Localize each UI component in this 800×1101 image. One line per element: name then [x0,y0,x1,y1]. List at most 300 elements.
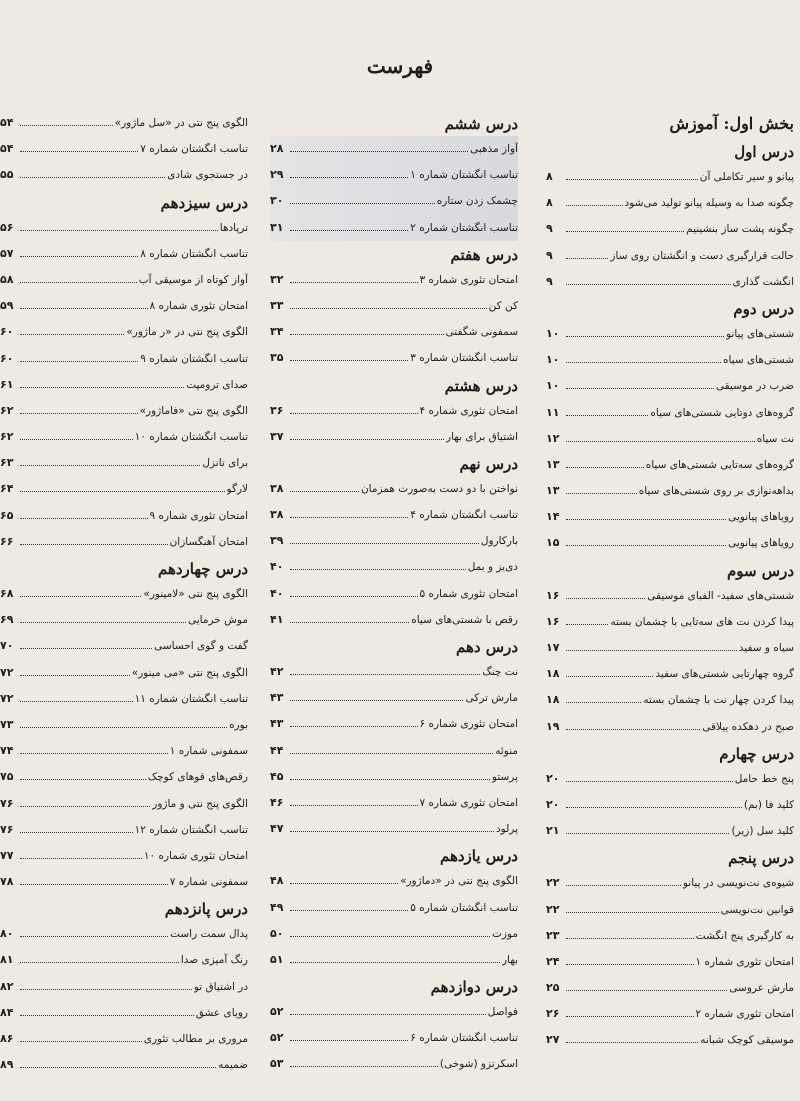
toc-leader-dots [20,850,142,859]
toc-entry-page: ۷۰ [0,639,14,653]
toc-entry-page: ۴۷ [270,822,284,836]
toc-entry[interactable] [0,372,248,398]
toc-leader-dots [290,797,418,806]
toc-leader-dots [20,222,218,231]
toc-entry[interactable] [270,816,518,842]
toc-entry[interactable] [0,843,248,869]
toc-entry[interactable] [546,661,794,687]
toc-leader-dots [566,590,645,599]
toc-leader-dots [566,459,644,468]
toc-leader-dots [20,353,138,362]
toc-entry-title: تناسب انگشتان شماره ۱۲ [134,823,248,836]
toc-entry-title: لارگو [226,483,248,496]
toc-entry[interactable] [0,503,248,529]
toc-leader-dots [20,510,148,519]
toc-entry-page: ۱۵ [546,536,560,550]
toc-entry-page: ۵۴ [0,142,14,156]
toc-entry-title: مارش ترکی [465,692,518,705]
toc-leader-dots [566,904,719,913]
toc-entry-title: آواز مذهبی [470,143,518,155]
lesson-heading: درس دوازدهم [430,978,518,997]
toc-entry[interactable] [0,136,248,162]
toc-entry-page: ۶۹ [0,613,14,627]
toc-entry[interactable] [270,162,518,188]
toc-entry-page: ۶۶ [0,534,14,548]
toc-leader-dots [566,930,694,939]
toc-entry[interactable] [270,947,518,973]
toc-entry[interactable] [270,502,518,528]
toc-entry-title: تناسب انگشتان شماره ۹ [140,352,248,365]
toc-entry-title: دی‌یز و بمل [467,561,518,574]
toc-entry-page: ۵۸ [0,272,14,286]
toc-entry[interactable] [546,818,794,844]
toc-entry[interactable] [0,869,248,895]
toc-entry[interactable] [0,215,248,241]
toc-entry[interactable] [270,764,518,790]
toc-entry[interactable] [0,764,248,790]
toc-leader-dots [290,692,463,701]
toc-entry[interactable] [0,319,248,345]
toc-entry[interactable] [270,895,518,921]
toc-entry[interactable] [270,188,518,214]
lesson-heading: درس چهارم [719,744,794,763]
toc-entry-title: تناسب انگشتان شماره ۲ [410,221,518,234]
toc-entry-page: ۵۲ [270,1005,284,1019]
toc-leader-dots [290,300,487,309]
toc-entry[interactable] [270,293,518,319]
toc-leader-dots [566,250,608,259]
toc-entry-title: ضرب در موسیقی [715,380,794,393]
toc-entry[interactable] [270,685,518,711]
toc-entry-page: ۵۳ [270,1057,284,1071]
toc-entry-title: مارش عروسی [729,982,794,995]
toc-entry-page: ۳۴ [270,325,284,339]
toc-entry-title: سمفونی شگفتی [445,326,518,339]
lesson-heading: درس پانزدهم [164,900,248,919]
toc-entry-page: ۶۲ [0,403,14,417]
toc-leader-dots [20,876,168,885]
toc-entry[interactable] [546,870,794,896]
toc-entry[interactable] [0,241,248,267]
toc-leader-dots [20,431,133,440]
toc-leader-dots [566,223,684,232]
toc-leader-dots [290,1006,486,1015]
toc-entry[interactable] [0,686,248,712]
toc-entry[interactable] [0,293,248,319]
toc-leader-dots [20,300,148,309]
toc-entry-page: ۹ [546,248,553,262]
toc-entry[interactable] [0,974,248,1000]
toc-entry-title: امتحان تئوری شماره ۲ [695,1008,794,1021]
toc-entry-title: بداهه‌نوازی بر روی شستی‌های سیاه [638,485,794,498]
toc-entry[interactable] [546,164,794,190]
toc-leader-dots [566,694,641,703]
toc-leader-dots [566,433,755,442]
toc-entry-page: ۵۱ [270,952,284,966]
toc-entry[interactable] [0,162,248,188]
toc-entry-title: سمفونی شماره ۷ [169,876,248,889]
toc-entry[interactable] [546,190,794,216]
toc-entry-title: الگوی پنج نتی «لامینور» [143,588,248,600]
toc-entry-page: ۳۷ [270,429,284,443]
toc-entry-page: ۴۲ [270,665,284,678]
toc-entry[interactable] [546,504,794,530]
lesson-heading: درس هفتم [450,245,518,264]
toc-leader-dots [20,798,150,807]
toc-entry[interactable] [270,738,518,764]
toc-leader-dots [20,117,113,126]
toc-leader-dots [290,666,480,675]
toc-leader-dots [290,771,490,780]
toc-entry[interactable] [270,607,518,633]
toc-entry-title: امتحان تئوری شماره ۷ [419,796,518,809]
toc-entry[interactable] [546,609,794,635]
toc-entry-title: تناسب انگشتان شماره ۱۱ [134,692,248,705]
toc-entry[interactable] [270,554,518,580]
toc-leader-dots [566,825,729,834]
toc-entry-title: بوره [229,718,248,731]
toc-entry[interactable] [270,345,518,371]
toc-entry-title: موزت [491,927,518,940]
toc-entry[interactable] [0,947,248,973]
toc-entry[interactable] [0,450,248,476]
toc-leader-dots [290,352,408,361]
toc-entry-title: پنج خط حامل [734,772,794,785]
toc-entry-title: اسکرتزو (شوخی) [439,1058,518,1071]
toc-entry-page: ۱۸ [546,667,560,681]
toc-entry[interactable] [270,581,518,607]
toc-entry-page: ۲۹ [270,168,284,182]
toc-entry-page: ۱۰ [546,326,560,340]
toc-leader-dots [20,405,138,414]
toc-entry[interactable] [0,110,248,136]
toc-entry-title: بهار [501,953,518,966]
toc-entry-page: ۹ [546,222,553,236]
toc-entry-title: گروه‌های سه‌تایی شستی‌های سیاه [645,458,794,471]
lesson-heading: درس چهاردهم [157,560,248,578]
toc-entry[interactable] [0,398,248,424]
toc-entry-title: رویاهای پیانویی [728,511,794,524]
toc-entry-title: پرلود [495,823,518,836]
toc-leader-dots [20,614,186,623]
toc-entry[interactable] [546,347,794,373]
toc-entry-title: تناسب انگشتان شماره ۷ [140,143,248,156]
toc-entry-title: تناسب انگشتان شماره ۶ [410,1032,518,1045]
toc-entry[interactable] [270,215,518,241]
toc-leader-dots [566,485,637,494]
toc-entry[interactable] [0,1052,248,1078]
toc-entry[interactable] [0,581,248,607]
toc-entry-title: تناسب انگشتان شماره ۱ [410,169,518,182]
toc-entry[interactable] [546,1027,794,1053]
toc-entry-page: ۷۳ [0,717,14,731]
toc-leader-dots [20,143,138,152]
toc-entry-title: پیدا کردن چهار نت با چشمان بسته [643,694,794,707]
toc-leader-dots [20,719,227,728]
toc-entry-title: الگوی پنج نتی «می مینور» [131,666,248,679]
toc-entry-page: ۵۴ [0,116,14,129]
toc-entry[interactable] [0,738,248,764]
toc-entry-title: امتحان تئوری شماره ۹ [149,509,248,522]
toc-entry-page: ۲۶ [546,1007,560,1021]
toc-entry-page: ۴۶ [270,795,284,809]
toc-leader-dots [20,274,137,283]
toc-leader-dots [566,380,714,389]
toc-leader-dots [566,407,648,416]
toc-entry[interactable] [546,635,794,661]
toc-entry[interactable] [546,687,794,713]
toc-entry[interactable] [546,216,794,242]
toc-entry-page: ۵۰ [270,926,284,940]
toc-entry-title: شیوه‌ی نت‌نویسی در پیانو [682,877,794,890]
toc-leader-dots [566,197,623,206]
toc-leader-dots [20,771,146,780]
toc-entry[interactable] [546,321,794,347]
toc-entry-page: ۱۹ [546,719,560,733]
toc-entry[interactable] [546,975,794,1001]
toc-entry-page: ۵۶ [0,220,14,234]
lesson-heading: درس پنجم [728,849,794,868]
toc-entry-title: الگوی پنج نتی «فاماژور» [139,404,248,417]
toc-leader-dots [566,537,726,546]
toc-entry-title: تناسب انگشتان شماره ۸ [140,247,248,260]
toc-entry[interactable] [546,792,794,818]
toc-leader-dots [566,721,700,730]
toc-entry[interactable] [546,1001,794,1027]
lesson-heading: درس سوم [726,561,794,580]
toc-leader-dots [290,405,418,414]
toc-leader-dots [20,981,192,990]
toc-entry-page: ۴۳ [270,691,284,705]
toc-leader-dots [20,928,168,937]
toc-entry-title: رنگ آمیزی صدا [180,954,248,967]
page-title: فهرست [366,54,434,78]
toc-entry[interactable] [270,1025,518,1051]
toc-entry-page: ۸۲ [0,979,14,993]
toc-entry-title: صدای ترومپت [186,378,248,391]
toc-entry[interactable] [0,476,248,502]
toc-entry[interactable] [0,712,248,738]
toc-leader-dots [290,535,479,544]
toc-entry[interactable] [546,373,794,399]
toc-entry-page: ۳۸ [270,508,284,522]
toc-entry[interactable] [546,766,794,792]
toc-entry[interactable] [270,1051,518,1077]
toc-entry[interactable] [546,243,794,269]
toc-entry-page: ۱۰ [546,379,560,393]
toc-entry-page: ۶۴ [0,482,14,496]
toc-entry-page: ۴۹ [270,900,284,914]
toc-entry[interactable] [270,267,518,293]
toc-entry-page: ۶۳ [0,456,14,470]
toc-entry-title: تناسب انگشتان شماره ۴ [410,509,518,522]
toc-leader-dots [290,1032,408,1041]
toc-entry-title: الگوی پنج نتی و ماژور [152,797,248,810]
toc-entry-page: ۱۴ [546,510,560,524]
toc-leader-dots [566,877,681,886]
lesson-heading: درس هشتم [444,376,518,395]
toc-entry-page: ۴۰ [270,560,284,574]
toc-entry[interactable] [546,530,794,556]
lesson-heading: درس اول [734,143,794,161]
toc-entry[interactable] [546,714,794,740]
toc-entry[interactable] [0,1000,248,1026]
toc-entry-title: انگشت گذاری [732,275,794,288]
toc-entry-page: ۲۰ [546,797,560,811]
toc-entry[interactable] [270,398,518,424]
toc-entry-title: الگوی پنج نتی در «سل ماژور» [114,117,248,129]
toc-entry-page: ۳۹ [270,534,284,548]
toc-entry[interactable] [0,424,248,450]
toc-entry-page: ۲۰ [546,771,560,785]
toc-entry-title: امتحان تئوری شماره ۶ [419,718,518,731]
toc-entry[interactable] [270,659,518,685]
toc-leader-dots [566,616,608,625]
toc-entry-title: رویاهای پیانویی [728,537,794,550]
toc-leader-dots [566,276,731,285]
toc-entry-page: ۴۰ [270,586,284,600]
toc-leader-dots [566,1008,694,1017]
toc-entry-page: ۶۲ [0,430,14,444]
toc-entry[interactable] [270,528,518,554]
toc-entry[interactable] [546,897,794,923]
toc-entry[interactable] [270,711,518,737]
toc-entry-title: پرستو [491,770,518,783]
toc-entry[interactable] [0,791,248,817]
toc-entry-title: قوانین نت‌نویسی [720,903,794,916]
toc-leader-dots [566,354,721,363]
toc-entry[interactable] [270,999,518,1025]
toc-entry[interactable] [0,660,248,686]
toc-leader-dots [20,1059,216,1068]
toc-entry[interactable] [0,607,248,633]
toc-entry[interactable] [546,923,794,949]
toc-entry-page: ۱۶ [546,614,560,628]
toc-entry-title: گروه چهارتایی شستی‌های سفید [655,668,794,681]
toc-entry-title: شستی‌های پیانو [725,327,794,340]
toc-entry-page: ۵۲ [270,1031,284,1045]
toc-entry-page: ۳۸ [270,481,284,495]
toc-column-left [0,110,248,1078]
toc-entry-title: امتحان تئوری شماره ۱۰ [143,849,248,862]
toc-entry-page: ۴۸ [270,874,284,888]
toc-leader-dots [566,956,694,965]
toc-entry-title: چگونه صدا به وسیله پیانو تولید می‌شود [624,197,794,210]
toc-entry-title: آواز کوتاه از موسیقی آب [138,273,248,286]
toc-entry[interactable] [270,921,518,947]
toc-entry-page: ۸ [546,170,553,183]
toc-entry-page: ۵۷ [0,246,14,260]
toc-leader-dots [290,326,444,335]
toc-entry-title: فواصل [487,1006,518,1019]
toc-entry-page: ۶۸ [0,587,14,600]
lesson-heading: درس یازدهم [439,847,518,866]
toc-entry[interactable] [546,452,794,478]
toc-entry[interactable] [270,319,518,345]
toc-leader-dots [290,954,500,963]
toc-entry[interactable] [270,790,518,816]
toc-entry-page: ۳۰ [270,194,284,208]
toc-entry-title: اشتیاق برای بهار [446,430,518,443]
toc-leader-dots [290,823,494,832]
toc-leader-dots [566,171,698,180]
toc-entry-page: ۲۷ [546,1033,560,1047]
toc-entry-page: ۲۳ [546,928,560,942]
toc-entry-title: گروه‌های دوتایی شستی‌های سیاه [650,406,794,419]
toc-entry[interactable] [0,921,248,947]
toc-entry[interactable] [546,583,794,609]
toc-entry[interactable] [546,478,794,504]
toc-entry-title: الگوی پنج نتی در «ر ماژور» [126,326,248,339]
toc-entry[interactable] [546,269,794,295]
toc-leader-dots [20,693,133,702]
toc-entry[interactable] [546,949,794,975]
toc-entry-page: ۶۱ [0,377,14,391]
toc-leader-dots [20,1033,142,1042]
toc-leader-dots [566,1034,698,1043]
toc-leader-dots [566,328,724,337]
toc-entry-title: نواختن با دو دست به‌صورت همزمان [360,482,518,495]
toc-leader-dots [20,588,141,597]
toc-entry[interactable] [546,400,794,426]
toc-entry-title: امتحان آهنگسازان [169,535,248,548]
toc-leader-dots [20,667,130,676]
toc-entry[interactable] [0,346,248,372]
lesson-heading: درس نهم [459,454,518,473]
toc-entry-page: ۶۰ [0,325,14,339]
toc-entry-page: ۱۶ [546,588,560,602]
toc-leader-dots [290,875,398,884]
toc-entry[interactable] [0,633,248,659]
toc-entry-title: مروری بر مطالب تئوری [143,1033,248,1045]
toc-entry[interactable] [0,267,248,293]
toc-entry-page: ۱۸ [546,693,560,707]
toc-entry[interactable] [0,817,248,843]
toc-entry[interactable] [270,424,518,450]
toc-entry-page: ۶۵ [0,508,14,522]
toc-entry[interactable] [546,426,794,452]
toc-column-middle [270,110,518,1078]
toc-entry-page: ۱۷ [546,641,560,654]
toc-entry-title: نت سیاه [756,432,794,445]
toc-entry[interactable] [270,136,518,162]
toc-leader-dots [20,640,152,649]
toc-leader-dots [566,668,653,677]
lesson-heading: درس سیزدهم [160,193,248,212]
toc-entry-page: ۷۴ [0,744,14,758]
toc-leader-dots [290,745,493,754]
toc-entry[interactable] [270,868,518,894]
toc-entry-page: ۳۳ [270,298,284,312]
toc-entry-title: در اشتیاق تو [193,980,248,993]
toc-entry-title: امتحان تئوری شماره ۴ [419,404,518,417]
toc-leader-dots [290,222,408,231]
toc-entry[interactable] [0,529,248,555]
toc-entry-page: ۸۶ [0,1032,14,1045]
toc-entry-page: ۸ [546,196,553,210]
toc-entry-page: ۵۹ [0,299,14,313]
toc-entry-title: حالت قرارگیری دست و انگشتان روی ساز [610,249,794,262]
toc-entry-page: ۷۷ [0,848,14,862]
toc-entry-page: ۲۱ [546,824,560,838]
toc-entry-title: تناسب انگشتان شماره ۳ [410,352,518,365]
toc-entry[interactable] [270,476,518,502]
toc-leader-dots [20,745,168,754]
toc-entry-title: رویای عشق [195,1006,248,1019]
toc-entry[interactable] [0,1026,248,1052]
toc-entry-title: رقص با شستی‌های سیاه [411,613,518,626]
toc-entry-page: ۸۴ [0,1005,14,1019]
